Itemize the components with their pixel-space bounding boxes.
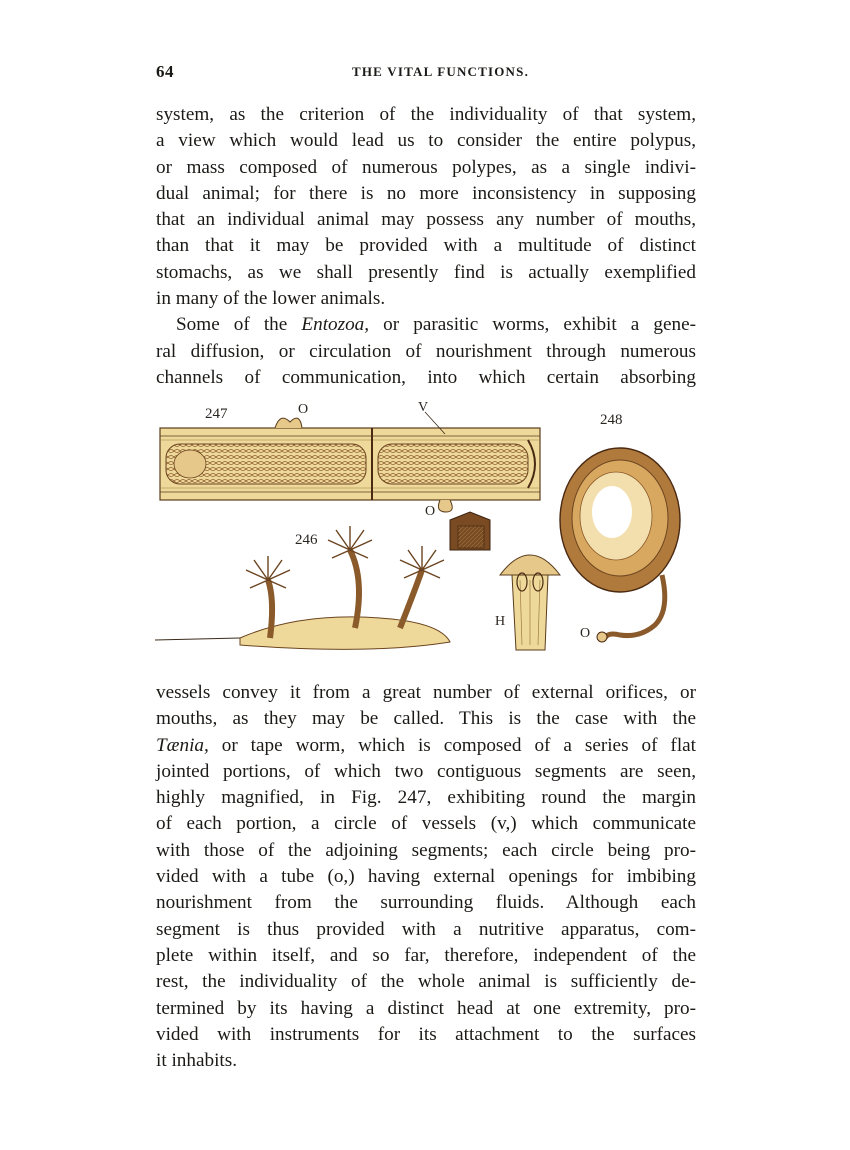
italic-term-entozoa: Entozoa, — [301, 314, 370, 336]
label-o-mid: O — [425, 504, 436, 519]
fig-247-tapeworm-segments — [160, 412, 540, 512]
text-line: of each portion, a circle of vessels (v,) which communicate — [156, 813, 696, 835]
label-o-248: O — [580, 626, 591, 641]
italic-term-taenia: Tænia, — [156, 734, 209, 756]
fig-246-label: 246 — [295, 532, 318, 548]
text-line: highly magnified, in Fig. 247, exhibiting round the margin — [156, 787, 696, 809]
text-line: termined by its having a distinct head at one extremity, pro- — [156, 997, 696, 1019]
text-line: or mass composed of numerous polypes, as a single indivi- — [156, 156, 696, 178]
text-line — [156, 733, 696, 759]
paragraph-3 — [156, 680, 696, 1074]
text-line: system, as the criterion of the individuality of that system, — [156, 104, 696, 125]
fig-248-bulb — [560, 448, 680, 642]
label-o-top: O — [298, 402, 309, 417]
text-line: dual animal; for there is no more inconsistency in supposing — [156, 182, 696, 204]
text-line: segment is thus provided with a nutritive apparatus, com- — [156, 918, 696, 940]
text-line: channels of communication, into which certain absorbing — [156, 366, 696, 388]
text-line: with those of the adjoining segments; each circle being pro- — [156, 839, 696, 861]
text-run: Some of the — [176, 314, 302, 336]
text-line: ral diffusion, or circulation of nourishment through numerous — [156, 340, 696, 362]
text-line: a view which would lead us to consider the entire polypus, — [156, 130, 696, 152]
fig-247-label: 247 — [205, 406, 228, 422]
body-text-top — [156, 102, 696, 391]
paragraph-2 — [156, 312, 696, 391]
text-line: than that it may be provided with a multitude of distinct — [156, 235, 696, 257]
text-line: it inhabits. — [156, 1050, 238, 1072]
page-number: 64 — [156, 62, 174, 81]
text-run: or parasitic worms, exhibit a gene- — [369, 314, 696, 336]
text-line — [156, 312, 696, 338]
fig-248-label: 248 — [600, 412, 623, 428]
text-line: nourishment from the surrounding fluids. Although each — [156, 892, 696, 914]
text-line: jointed portions, of which two contiguous segments are seen, — [156, 760, 696, 782]
text-line: vessels convey it from a great number of external orifices, or — [156, 682, 696, 703]
text-line: plete within itself, and so far, therefore, independent of the — [156, 944, 696, 966]
page-header — [156, 62, 696, 88]
running-head: THE VITAL FUNCTIONS. — [352, 64, 530, 79]
fig-tapeworm-head — [500, 555, 560, 650]
text-run: or tape worm, which is composed of a series of flat — [208, 734, 696, 756]
figure-illustrations — [150, 400, 710, 675]
text-line: stomachs, as we shall presently find is actually exemplified — [156, 261, 696, 283]
body-text-bottom — [156, 680, 696, 1074]
paragraph-1 — [156, 102, 696, 312]
engraving — [150, 400, 710, 675]
text-line: mouths, as they may be called. This is the case with the — [156, 708, 696, 730]
text-line: vided with instruments for its attachment to the surfaces — [156, 1023, 696, 1045]
label-v: V — [418, 400, 429, 415]
text-line: rest, the individuality of the whole animal is sufficiently de- — [156, 971, 696, 993]
fig-cross-section — [450, 512, 490, 550]
text-line: vided with a tube (o,) having external openings for imbibing — [156, 866, 696, 888]
text-line: in many of the lower animals. — [156, 288, 386, 310]
label-h: H — [495, 614, 506, 629]
text-line: that an individual animal may possess any number of mouths, — [156, 209, 696, 231]
